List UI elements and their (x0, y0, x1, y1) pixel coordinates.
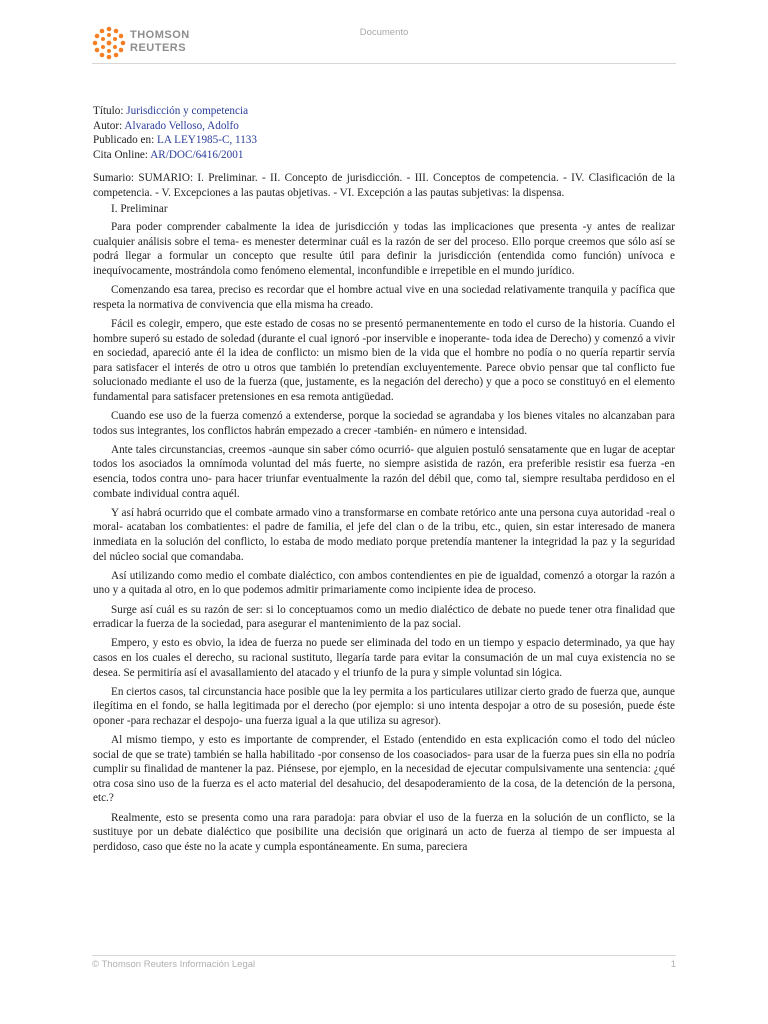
meta-author-label: Autor: (93, 119, 123, 132)
body-paragraph: Empero, y esto es obvio, la idea de fuerza no puede ser eliminada del todo en un tiempo y espacio determinado, ya que hay casos en los cuales el derecho, su racional sustituto, llegaría tarde para evitar la consumación de un mal cuya existencia no se desea. Se permitiría así el avasallamiento del atacado y el triunfo de la pura y simple voluntad sin lógica. (93, 637, 675, 679)
page-number: 1 (670, 959, 676, 970)
meta-title-row (93, 104, 675, 119)
meta-title-link[interactable]: Jurisdicción y competencia (126, 105, 249, 117)
footer-divider (92, 955, 676, 956)
meta-published-link[interactable]: LA LEY1985-C, 1133 (157, 134, 257, 147)
body-paragraph: Para poder comprender cabalmente la idea de jurisdicción y todas las implicaciones que presenta -y antes de realizar cualquier análisis sobre el tema- es menester determinar cuál es la razón de ser del proceso. Ello porque creemos que sólo así se podrá llegar a formular un concepto que resulte útil para definir la jurisdicción (entendida como función) unívoca e inequívocamente, mostrándola como fenómeno elemental, inconfundible e irrepetible en el mundo jurídico. (93, 221, 675, 277)
meta-cita-row (93, 148, 675, 163)
body-paragraph: Comenzando esa tarea, preciso es recordar que el hombre actual vive en una sociedad relativamente tranquila y pacífica que respeta la normativa de convivencia que ella misma ha creado. (93, 284, 675, 311)
body-paragraph: Realmente, esto se presenta como una rara paradoja: para obviar el uso de la fuerza en la solución de un conflicto, se la sustituye por un debate dialéctico que posibilite una decisión que originará un acto de fuerza al tiempo de ser impuesta al perdidoso, caso que éste no la acate y cumpla espontáneamente. En suma, pareciera (93, 811, 675, 853)
meta-published-label: Publicado en: (93, 134, 155, 147)
body-paragraph: Cuando ese uso de la fuerza comenzó a extenderse, porque la sociedad se agrandaba y los bienes vitales no alcanzaban para todos sus integrantes, los conflictos habrán empezado a crecer -también- en número e intensidad. (93, 410, 675, 437)
body-paragraph: Así utilizando como medio el combate dialéctico, con ambos contendientes en pie de igualdad, comenzó a otorgar la razón a uno y a quitada al otro, en lo que podemos admitir primariamente como incipiente idea de proceso. (93, 569, 675, 597)
meta-title-label: Título: (93, 105, 124, 117)
body-paragraph: Ante tales circunstancias, creemos -aunque sin saber cómo ocurrió- que alguien postuló sensatamente que en lugar de aceptar todos los asociados la omnímoda voluntad del más fuerte, no siempre asistida de razón, era preferible resistir esa fuerza -en esencia, todos contra uno- para hacer triunfar eventualmente la razón del débil que, como tal, siempre resultaba perdidoso en el combate individual contra aquél. (93, 443, 675, 500)
document-body (93, 104, 675, 859)
body-paragraph: Al mismo tiempo, y esto es importante de comprender, el Estado (entendido en esta explicación como el todo del núcleo social de que se trate) también se halla habilitado -por consenso de los coasociados- para usar de la fuerza pues sin ella no podría cumplir su finalidad de mantener la paz. Piénsese, por ejemplo, en la necesidad de ejecutar compulsivamente una sentencia: ¿qué otra cosa sino uso de la fuerza es el acto material del desahucio, del desapoderamiento de la cosa, de la detención de la persona, etc.? (93, 734, 675, 805)
header-divider (92, 63, 676, 64)
logo-line-2: REUTERS (130, 42, 187, 54)
logo-line-1: THOMSON (130, 29, 190, 41)
section-heading: I. Preliminar (111, 202, 168, 215)
summary-text: Sumario: SUMARIO: I. Preliminar. - II. Concepto de jurisdicción. - III. Conceptos de competencia. - IV. Clasificación de la competencia. - V. Excepciones a las pautas objetivas. - VI. Excepción a las pautas subjetivas: la dispensa. (93, 172, 675, 199)
footer-copyright: © Thomson Reuters Información Legal (92, 959, 256, 970)
body-paragraph: Surge así cuál es su razón de ser: si lo conceptuamos como un medio dialéctico de debate no puede tener otra finalidad que erradicar la fuerza de la sociedad, para asegurar el mantenimiento de la paz social. (93, 603, 675, 631)
body-paragraph: Y así habrá ocurrido que el combate armado vino a transformarse en combate retórico ante una persona cuya autoridad -real o moral- acataban los combatientes: el padre de familia, el jefe del clan o de la tribu, etc., quien, sin estar interesado de manera inmediata en la solución del conflicto, lo estaba de modo mediato porque pretendía mantener la integridad la paz y la seguridad del núcleo social que comandaba. (93, 506, 675, 563)
meta-cita-label: Cita Online: (93, 148, 148, 161)
document-metadata (93, 104, 675, 162)
body-paragraph: Fácil es colegir, empero, que este estado de cosas no se presentó permanentemente en todo el curso de la historia. Cuando el hombre superó su estado de soledad (durante el cual ignoró -por inservible e inoperante- toda idea de Derecho) y comenzó a vivir en sociedad, apareció ante él la idea de conflicto: un mismo bien de la vida que el hombre no podía o no quería repartir servía para satisfacer el interés de otro u otros que también lo pretendían excluyentemente. Parece obvio pensar que tal conflicto fue solucionado mediante el uso de la fuerza (que, justamente, es la negación del derecho) y que a poco se constituyó en el elemento fundamental para satisfacer pretensiones en esa remota antigüedad. (93, 317, 675, 403)
body-paragraph: En ciertos casos, tal circunstancia hace posible que la ley permita a los particulares utilizar cierto grado de fuerza que, aunque ilegítima en el fondo, se halla legitimada por el derecho (por ejemplo: si uno intenta despojar a otro de su posesión, puede éste oponer -para rechazar el despojo- una fuerza igual a la que utiliza su agresor). (93, 685, 675, 727)
meta-published-row (93, 133, 675, 148)
document-label: Documento (359, 27, 409, 38)
document-header (0, 0, 768, 66)
meta-cita-value: AR/DOC/6416/2001 (150, 148, 244, 161)
meta-author-link[interactable]: Alvarado Velloso, Adolfo (124, 119, 239, 132)
meta-author-row (93, 119, 675, 134)
